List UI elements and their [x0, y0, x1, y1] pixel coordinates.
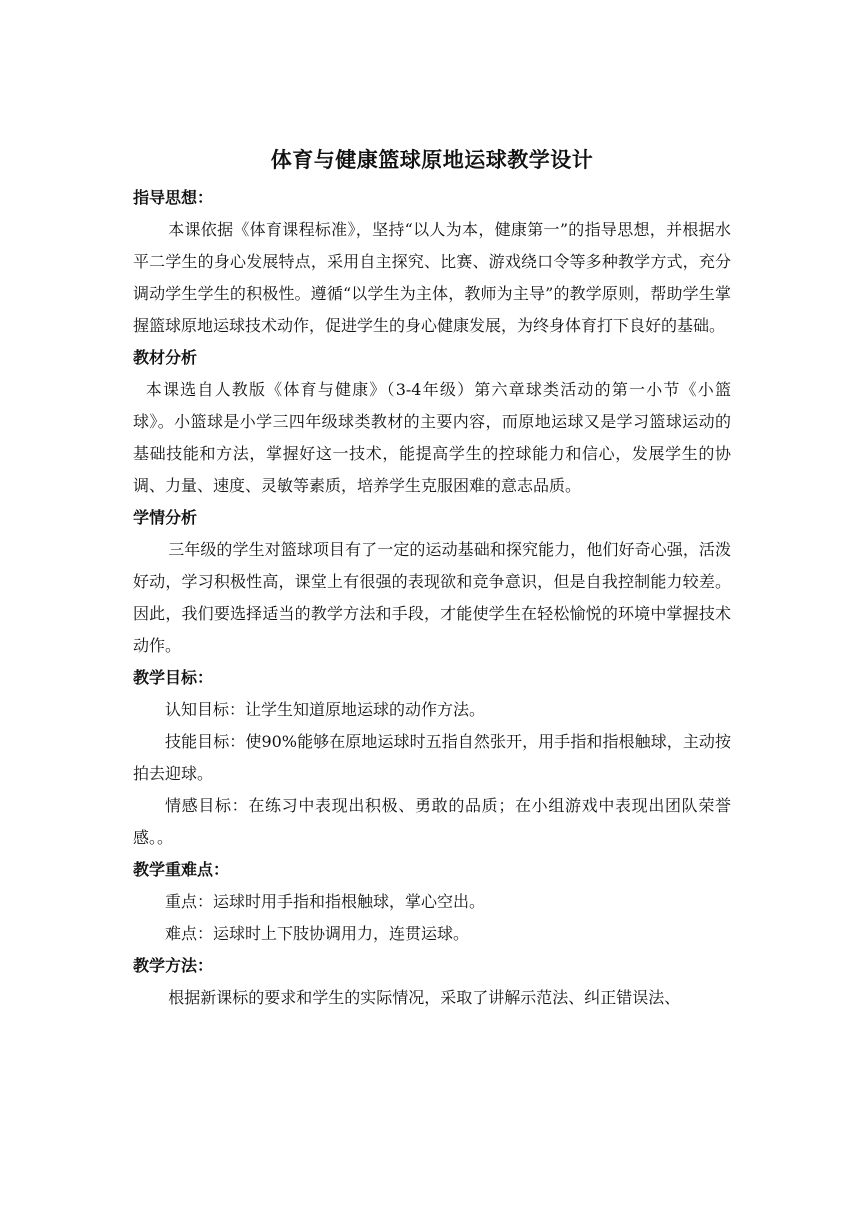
section-heading-key-points: 教学重难点： [133, 860, 230, 879]
document-body [133, 142, 731, 1014]
difficult-point-item: 难点：运球时上下肢协调用力，连贯运球。 [165, 924, 470, 943]
section-heading-teaching-methods: 教学方法： [133, 956, 214, 975]
key-point-item: 重点：运球时用手指和指根触球，掌心空出。 [165, 892, 486, 911]
section-heading-teaching-goals: 教学目标： [133, 668, 214, 687]
goal-item-skill: 技能目标：使90%能够在原地运球时五指自然张开，用手指和指根触球，主动按拍去迎球。 [133, 732, 731, 783]
goal-item-cognitive: 认知目标：让学生知道原地运球的动作方法。 [165, 700, 486, 719]
paragraph-teaching-methods: 根据新课标的要求和学生的实际情况，采取了讲解示范法、纠正错误法、 [168, 988, 681, 1007]
paragraph-material-analysis: 本课选自人教版《体育与健康》（3-4年级）第六章球类活动的第一小节《小篮球》。小篮球是小学三四年级球类教材的主要内容，而原地运球又是学习篮球运动的基础技能和方法，掌握好这一技术，能提高学生的控球能力和信心，发展学生的协调、力量、速度、灵敏等素质，培养学生克服困难的意志品质。 [133, 380, 731, 495]
paragraph-student-analysis: 三年级的学生对篮球项目有了一定的运动基础和探究能力，他们好奇心强，活泼好动，学习积极性高，课堂上有很强的表现欲和竞争意识，但是自我控制能力较差。 因此，我们要选择适当的教学方法和手段，才能使学生在轻松愉悦的环境中掌握技术动作。 [133, 540, 731, 655]
document-title: 体育与健康篮球原地运球教学设计 [270, 147, 594, 172]
section-heading-material-analysis: 教材分析 [133, 348, 198, 367]
paragraph-guiding-thought: 本课依据《体育课程标准》，坚持“以人为本，健康第一”的指导思想，并根据水平二学生的身心发展特点，采用自主探究、比赛、游戏绕口令等多种教学方式，充分调动学生学生的积极性。遵循“以学生为主体，教师为主导”的教学原则，帮助学生掌握篮球原地运球技术动作，促进学生的身心健康发展，为终身体育打下良好的基础。 [133, 220, 731, 335]
section-heading-student-analysis: 学情分析 [133, 508, 198, 527]
goal-item-emotional: 情感目标：在练习中表现出积极、勇敢的品质；在小组游戏中表现出团队荣誉感。。 [133, 796, 731, 847]
section-heading-guiding-thought: 指导思想： [133, 188, 214, 207]
